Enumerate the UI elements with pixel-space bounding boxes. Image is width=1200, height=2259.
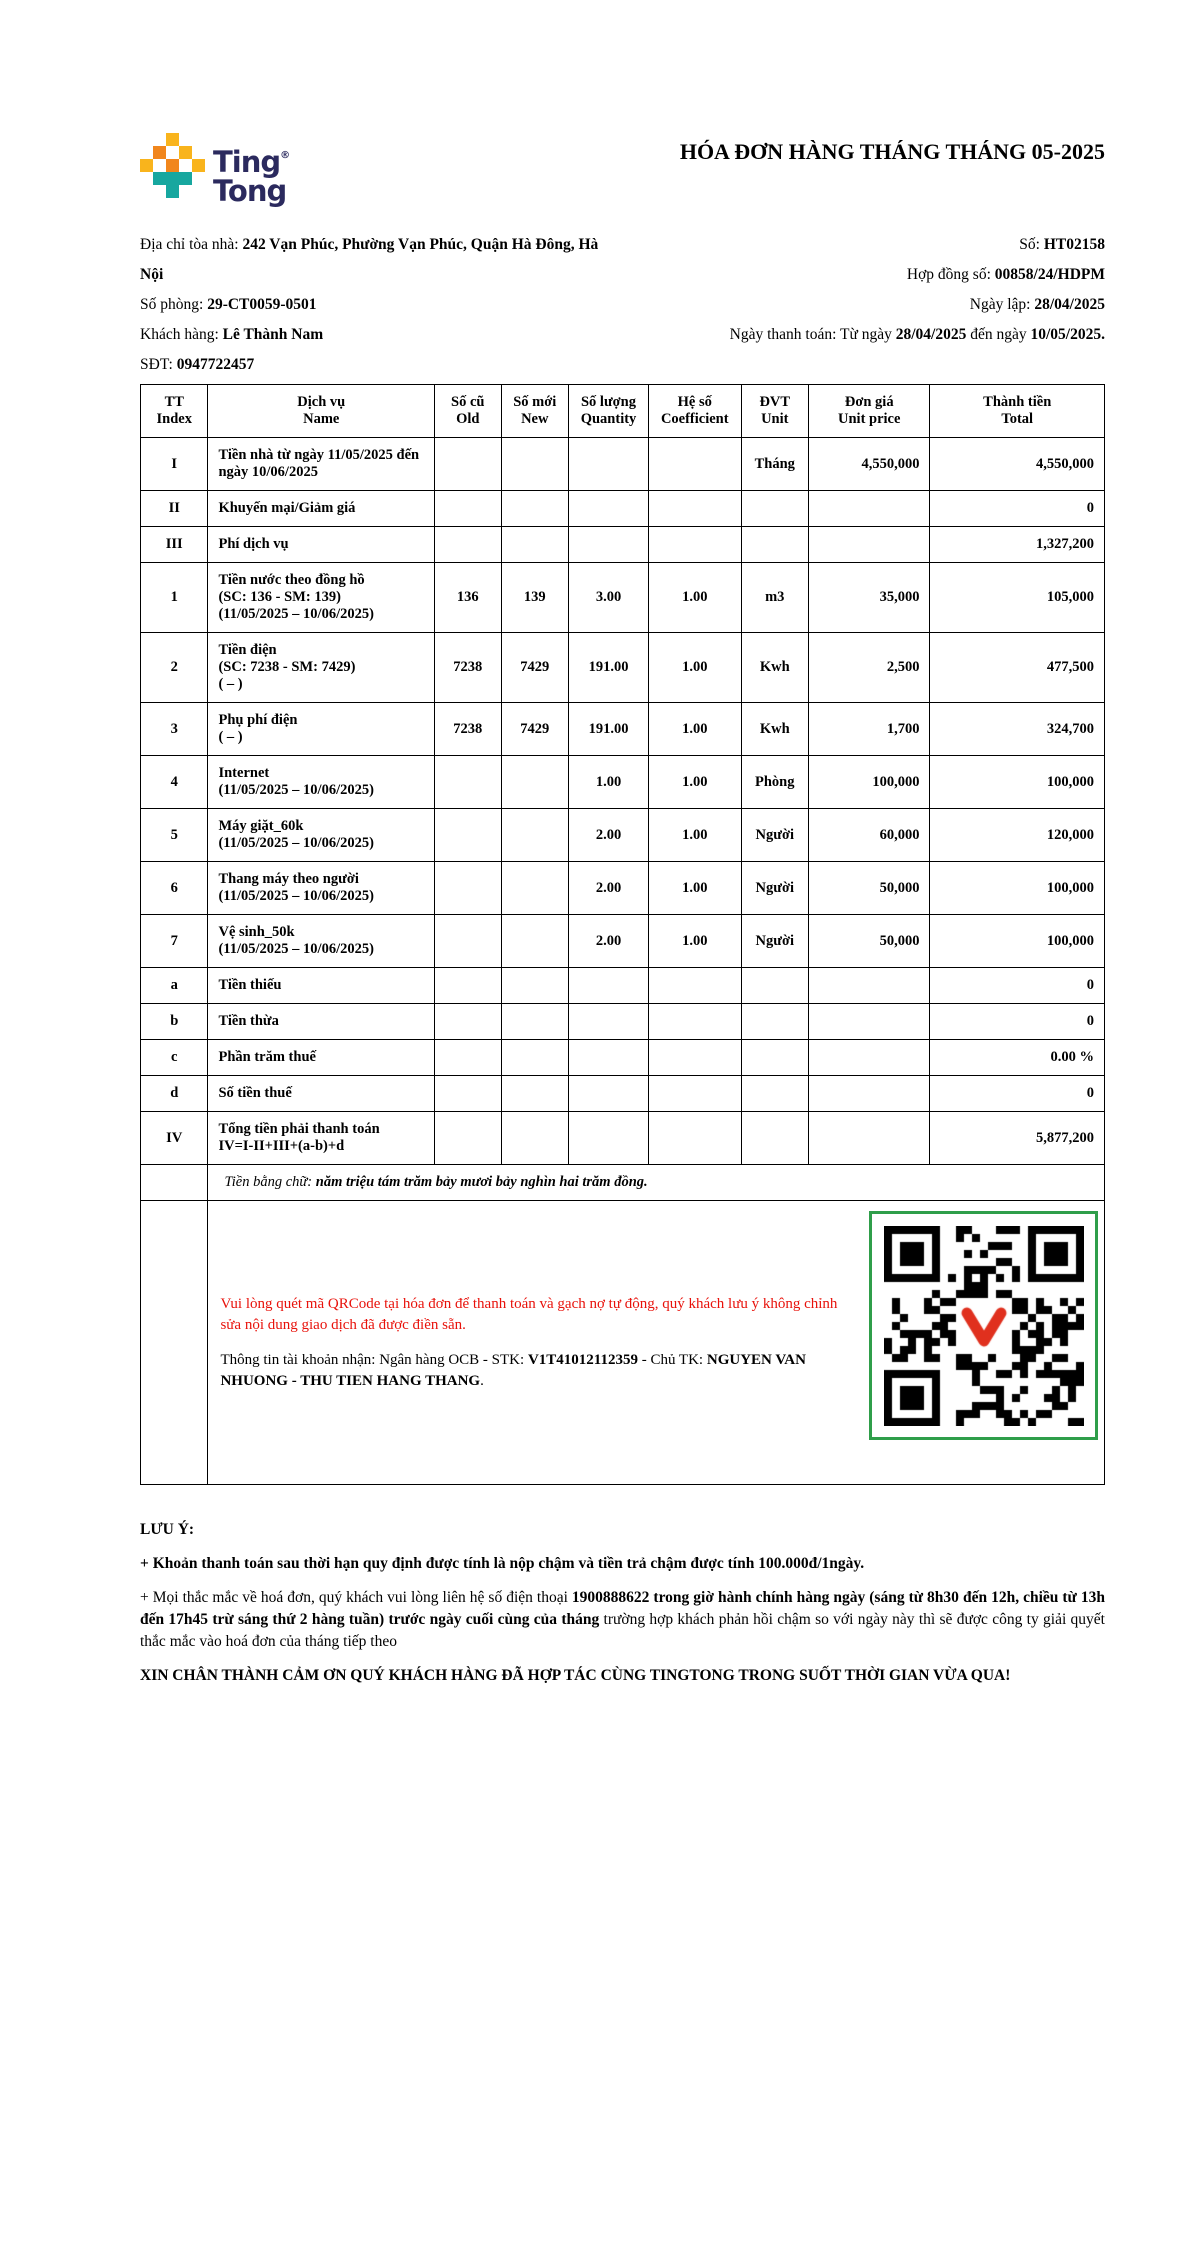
service-name-cell: Phụ phí điện ( – )	[208, 703, 435, 756]
payment-period-mid: đến ngày	[966, 326, 1031, 343]
unit-cell: Người	[741, 915, 808, 968]
unit-price-cell	[809, 491, 930, 527]
unit-cell	[741, 968, 808, 1004]
quantity-cell: 3.00	[569, 563, 649, 633]
unit-cell: Người	[741, 809, 808, 862]
quantity-cell	[569, 527, 649, 563]
table-row	[141, 756, 1105, 809]
qr-scan-notice: Vui lòng quét mã QRCode tại hóa đơn để thanh toán và gạch nợ tự động, quý khách lưu ý không chỉnh sửa nội dung giao dịch đã được điền sẵn.	[220, 1295, 838, 1333]
service-name-cell: Vệ sinh_50k (11/05/2025 – 10/06/2025)	[208, 915, 435, 968]
table-row	[141, 438, 1105, 491]
new-reading-cell: 7429	[501, 703, 568, 756]
quantity-cell: 2.00	[569, 915, 649, 968]
table-header-row	[141, 385, 1105, 438]
new-reading-cell	[501, 438, 568, 491]
service-name-cell: Tiền nhà từ ngày 11/05/2025 đến ngày 10/06/2025	[208, 438, 435, 491]
service-name-cell: Internet (11/05/2025 – 10/06/2025)	[208, 756, 435, 809]
unit-price-cell: 4,550,000	[809, 438, 930, 491]
old-reading-cell	[435, 915, 502, 968]
old-reading-cell	[435, 1004, 502, 1040]
invoice-info	[140, 230, 1105, 380]
payment-period-label: Ngày thanh toán: Từ ngày	[729, 326, 896, 343]
total-cell: 0	[930, 1076, 1105, 1112]
old-reading-cell	[435, 809, 502, 862]
total-cell: 100,000	[930, 756, 1105, 809]
service-name-cell: Tiền điện (SC: 7238 - SM: 7429) ( – )	[208, 633, 435, 703]
new-reading-cell	[501, 1112, 568, 1165]
brand-text	[213, 141, 289, 206]
qr-code-image	[884, 1226, 1084, 1426]
new-reading-cell	[501, 756, 568, 809]
issue-date-line	[610, 290, 1105, 320]
invoice-number-line	[610, 230, 1105, 260]
total-cell: 0	[930, 1004, 1105, 1040]
phone-value: 0947722457	[176, 356, 255, 373]
address-label: Địa chỉ tòa nhà:	[140, 236, 243, 253]
service-name-cell: Tiền nước theo đồng hồ (SC: 136 - SM: 139) (11/05/2025 – 10/06/2025)	[208, 563, 435, 633]
total-cell: 0	[930, 491, 1105, 527]
room-number-line	[140, 290, 610, 320]
unit-price-cell: 100,000	[809, 756, 930, 809]
service-name-cell: Tiền thừa	[208, 1004, 435, 1040]
unit-cell	[741, 1004, 808, 1040]
coefficient-cell: 1.00	[649, 563, 742, 633]
coefficient-cell	[649, 1040, 742, 1076]
old-reading-cell	[435, 968, 502, 1004]
row-index-cell: 4	[141, 756, 208, 809]
invoice-table-body	[141, 438, 1105, 1165]
registered-mark: ®	[280, 150, 290, 161]
payment-from-date: 28/04/2025	[895, 326, 967, 343]
unit-price-cell: 50,000	[809, 915, 930, 968]
unit-cell	[741, 527, 808, 563]
coefficient-cell: 1.00	[649, 756, 742, 809]
quantity-cell	[569, 438, 649, 491]
quantity-cell	[569, 1112, 649, 1165]
total-cell: 100,000	[930, 915, 1105, 968]
unit-cell	[741, 1112, 808, 1165]
unit-cell	[741, 1076, 808, 1112]
new-reading-cell	[501, 1004, 568, 1040]
contract-number-line	[610, 260, 1105, 290]
total-cell: 4,550,000	[930, 438, 1105, 491]
service-name-cell: Phí dịch vụ	[208, 527, 435, 563]
quantity-cell	[569, 491, 649, 527]
column-header: Số cũ Old	[435, 385, 502, 438]
new-reading-cell	[501, 527, 568, 563]
coefficient-cell: 1.00	[649, 633, 742, 703]
unit-cell: Tháng	[741, 438, 808, 491]
row-index-cell: 1	[141, 563, 208, 633]
row-index-cell: b	[141, 1004, 208, 1040]
coefficient-cell	[649, 1004, 742, 1040]
column-header: Số mới New	[501, 385, 568, 438]
unit-price-cell	[809, 968, 930, 1004]
coefficient-cell: 1.00	[649, 703, 742, 756]
issue-date-value: 28/04/2025	[1034, 296, 1105, 313]
total-cell: 0.00 %	[930, 1040, 1105, 1076]
brand-line1: Ting	[213, 145, 281, 179]
new-reading-cell: 7429	[501, 633, 568, 703]
old-reading-cell	[435, 527, 502, 563]
service-name-cell: Tổng tiền phải thanh toán IV=I-II+III+(a-b)+d	[208, 1112, 435, 1165]
coefficient-cell	[649, 527, 742, 563]
phone-line	[140, 350, 610, 380]
contact-note: + Mọi thắc mắc về hoá đơn, quý khách vui lòng liên hệ số điện thoại 1900888622 trong giờ hành chính hàng ngày (sáng từ 8h30 đến 12h, chiều từ 13h đến 17h45 trừ sáng thứ 2 hàng tuần) trước ngày cuối cùng của tháng trường hợp khách phản hồi chậm so với ngày này thì sẽ được công ty giải quyết thắc mắc vào hoá đơn của tháng tiếp theo	[140, 1589, 1105, 1650]
address-value: 242 Vạn Phúc, Phường Vạn Phúc, Quận Hà Đông, Hà Nội	[140, 236, 599, 283]
unit-cell: m3	[741, 563, 808, 633]
coefficient-cell	[649, 968, 742, 1004]
column-header: Đơn giá Unit price	[809, 385, 930, 438]
invoice-title: HÓA ĐƠN HÀNG THÁNG THÁNG 05-2025	[679, 139, 1105, 164]
coefficient-cell	[649, 491, 742, 527]
payment-to-date: 10/05/2025.	[1030, 326, 1105, 343]
new-reading-cell	[501, 1076, 568, 1112]
total-cell: 0	[930, 968, 1105, 1004]
row-index-cell: a	[141, 968, 208, 1004]
total-cell: 1,327,200	[930, 527, 1105, 563]
quantity-cell	[569, 968, 649, 1004]
old-reading-cell: 7238	[435, 633, 502, 703]
column-header: Dịch vụ Name	[208, 385, 435, 438]
thank-you-note: XIN CHÂN THÀNH CẢM ƠN QUÝ KHÁCH HÀNG ĐÃ HỢP TÁC CÙNG TINGTONG TRONG SUỐT THỜI GIAN VỪA QUA!	[140, 1667, 1011, 1684]
old-reading-cell: 7238	[435, 703, 502, 756]
unit-cell	[741, 491, 808, 527]
amount-in-words-value: năm triệu tám trăm bảy mươi bảy nghìn hai trăm đồng.	[315, 1174, 648, 1190]
table-row	[141, 862, 1105, 915]
unit-price-cell	[809, 527, 930, 563]
unit-cell: Người	[741, 862, 808, 915]
phone-label: SĐT:	[140, 356, 177, 373]
customer-value: Lê Thành Nam	[222, 326, 324, 343]
row-index-cell: c	[141, 1040, 208, 1076]
coefficient-cell: 1.00	[649, 809, 742, 862]
table-row	[141, 968, 1105, 1004]
new-reading-cell	[501, 1040, 568, 1076]
coefficient-cell	[649, 438, 742, 491]
unit-cell: Phòng	[741, 756, 808, 809]
coefficient-cell	[649, 1076, 742, 1112]
quantity-cell	[569, 1076, 649, 1112]
coefficient-cell: 1.00	[649, 915, 742, 968]
new-reading-cell: 139	[501, 563, 568, 633]
row-index-cell: d	[141, 1076, 208, 1112]
contract-value: 00858/24/HDPM	[994, 266, 1105, 283]
quantity-cell: 2.00	[569, 862, 649, 915]
service-name-cell: Phần trăm thuế	[208, 1040, 435, 1076]
table-row	[141, 703, 1105, 756]
old-reading-cell: 136	[435, 563, 502, 633]
new-reading-cell	[501, 809, 568, 862]
invoice-table	[140, 384, 1105, 1485]
old-reading-cell	[435, 1040, 502, 1076]
service-name-cell: Khuyến mại/Giảm giá	[208, 491, 435, 527]
qr-row-index-cell	[141, 1201, 208, 1485]
row-index-cell: I	[141, 438, 208, 491]
unit-cell	[741, 1040, 808, 1076]
old-reading-cell	[435, 1076, 502, 1112]
unit-cell: Kwh	[741, 703, 808, 756]
notes-heading: LƯU Ý:	[140, 1521, 195, 1538]
row-index-cell: 7	[141, 915, 208, 968]
quantity-cell: 2.00	[569, 809, 649, 862]
amount-in-words-cell	[208, 1165, 1105, 1201]
unit-price-cell	[809, 1040, 930, 1076]
building-address-line	[140, 230, 610, 290]
row-index-cell: 3	[141, 703, 208, 756]
customer-line	[140, 320, 610, 350]
row-index-cell: II	[141, 491, 208, 527]
old-reading-cell	[435, 756, 502, 809]
unit-cell: Kwh	[741, 633, 808, 703]
table-row	[141, 563, 1105, 633]
table-row	[141, 809, 1105, 862]
row-index-cell: 2	[141, 633, 208, 703]
qr-row	[141, 1201, 1105, 1485]
table-row	[141, 1004, 1105, 1040]
table-row	[141, 1076, 1105, 1112]
total-cell: 120,000	[930, 809, 1105, 862]
qr-text-block	[208, 1294, 869, 1392]
new-reading-cell	[501, 915, 568, 968]
room-value: 29-CT0059-0501	[207, 296, 317, 313]
receiving-account-info: Thông tin tài khoản nhận: Ngân hàng OCB - STK: V1T41012112359 - Chủ TK: NGUYEN VAN NHUONG - THU TIEN HANG THANG.	[220, 1351, 806, 1389]
amount-in-words-label: Tiền bằng chữ:	[224, 1174, 316, 1190]
unit-price-cell: 2,500	[809, 633, 930, 703]
quantity-cell	[569, 1004, 649, 1040]
qr-code	[869, 1211, 1098, 1440]
column-header: ĐVT Unit	[741, 385, 808, 438]
total-cell: 324,700	[930, 703, 1105, 756]
row-index-cell: 5	[141, 809, 208, 862]
service-name-cell: Máy giặt_60k (11/05/2025 – 10/06/2025)	[208, 809, 435, 862]
unit-price-cell: 60,000	[809, 809, 930, 862]
total-cell: 105,000	[930, 563, 1105, 633]
table-row	[141, 1112, 1105, 1165]
total-cell: 100,000	[930, 862, 1105, 915]
table-row	[141, 527, 1105, 563]
old-reading-cell	[435, 862, 502, 915]
coefficient-cell	[649, 1112, 742, 1165]
quantity-cell: 1.00	[569, 756, 649, 809]
unit-price-cell	[809, 1076, 930, 1112]
service-name-cell: Thang máy theo người (11/05/2025 – 10/06/2025)	[208, 862, 435, 915]
quantity-cell: 191.00	[569, 703, 649, 756]
notes-section	[140, 1521, 1105, 1687]
brand-line2: Tong	[213, 174, 287, 208]
table-row	[141, 915, 1105, 968]
old-reading-cell	[435, 491, 502, 527]
unit-price-cell: 50,000	[809, 862, 930, 915]
table-row	[141, 1040, 1105, 1076]
brand-logo	[140, 133, 289, 206]
new-reading-cell	[501, 968, 568, 1004]
amount-in-words-index-cell	[141, 1165, 208, 1201]
invoice-header	[140, 133, 1105, 206]
row-index-cell: III	[141, 527, 208, 563]
payment-period-line	[610, 320, 1105, 350]
column-header: Số lượng Quantity	[569, 385, 649, 438]
total-cell: 5,877,200	[930, 1112, 1105, 1165]
new-reading-cell	[501, 491, 568, 527]
unit-price-cell	[809, 1004, 930, 1040]
amount-in-words-row	[141, 1165, 1105, 1201]
info-left-column	[140, 230, 610, 380]
row-index-cell: IV	[141, 1112, 208, 1165]
table-row	[141, 633, 1105, 703]
column-header: Hệ số Coefficient	[649, 385, 742, 438]
invoice-number-label: Số:	[1019, 236, 1044, 253]
old-reading-cell	[435, 1112, 502, 1165]
row-index-cell: 6	[141, 862, 208, 915]
issue-date-label: Ngày lập:	[969, 296, 1035, 313]
table-row	[141, 491, 1105, 527]
service-name-cell: Số tiền thuế	[208, 1076, 435, 1112]
unit-price-cell: 35,000	[809, 563, 930, 633]
customer-label: Khách hàng:	[140, 326, 223, 343]
unit-price-cell: 1,700	[809, 703, 930, 756]
new-reading-cell	[501, 862, 568, 915]
old-reading-cell	[435, 438, 502, 491]
column-header: Thành tiền Total	[930, 385, 1105, 438]
column-header: TT Index	[141, 385, 208, 438]
unit-price-cell	[809, 1112, 930, 1165]
service-name-cell: Tiền thiếu	[208, 968, 435, 1004]
room-label: Số phòng:	[140, 296, 208, 313]
total-cell: 477,500	[930, 633, 1105, 703]
quantity-cell: 191.00	[569, 633, 649, 703]
contract-label: Hợp đồng số:	[906, 266, 995, 283]
late-payment-note: + Khoản thanh toán sau thời hạn quy định được tính là nộp chậm và tiền trả chậm được tính 100.000đ/1ngày.	[140, 1555, 865, 1572]
tingtong-pixel-tree-icon	[140, 133, 205, 198]
info-right-column	[610, 230, 1105, 380]
quantity-cell	[569, 1040, 649, 1076]
invoice-number-value: HT02158	[1043, 236, 1105, 253]
coefficient-cell: 1.00	[649, 862, 742, 915]
qr-content-cell	[208, 1201, 1105, 1485]
